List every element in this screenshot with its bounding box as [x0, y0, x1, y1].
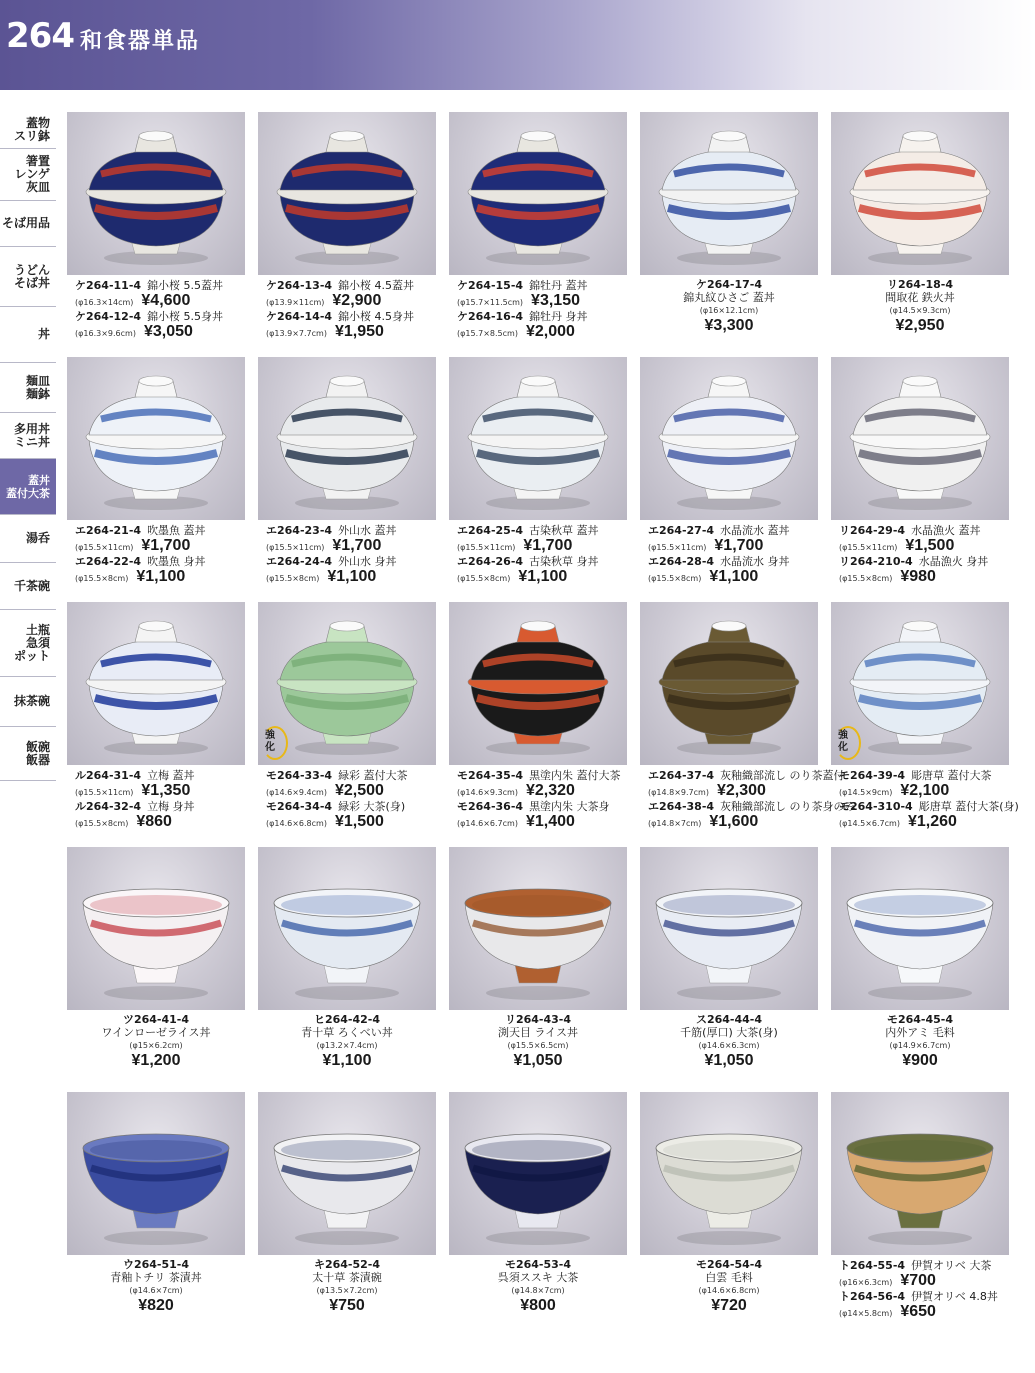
product-name: 伊賀オリベ 大茶: [911, 1259, 992, 1272]
product-price: ¥1,050: [704, 1052, 754, 1069]
product-info: [640, 1013, 818, 1070]
product-size: (φ15.5×11cm): [266, 543, 325, 552]
product-info: [457, 523, 629, 585]
product-name: 緑彩 大茶(身): [338, 800, 406, 813]
product-name: 彫唐草 蓋付大茶(身): [918, 800, 1019, 813]
product-info: [75, 278, 247, 340]
product-size: (φ14.5×9.3cm): [889, 306, 951, 315]
product-code: モ264-54-4: [695, 1258, 763, 1271]
product-photo: [449, 602, 627, 765]
product-code: モ264-36-4: [457, 800, 524, 813]
product-price: ¥2,320: [525, 782, 575, 799]
product-name: 彫唐草 蓋付大茶: [911, 769, 992, 782]
product-photo: [258, 1092, 436, 1255]
product-info: [75, 768, 247, 830]
product-code: エ264-21-4: [75, 524, 142, 537]
product-price: ¥980: [900, 568, 936, 585]
product-price: ¥1,100: [136, 568, 186, 585]
sidebar-item-0[interactable]: 蓋物 スリ鉢: [0, 111, 56, 149]
product-price: ¥1,100: [327, 568, 377, 585]
product-size: (φ14.6×6.7cm): [457, 819, 518, 828]
product-name: 吹墨魚 身丼: [147, 555, 206, 568]
product-photo: [640, 602, 818, 765]
product-name: 立梅 蓋丼: [147, 769, 195, 782]
product-code: リ264-18-4: [886, 278, 954, 291]
product-price: ¥2,000: [525, 323, 575, 340]
product-photo: [67, 357, 245, 520]
product-name: 錦小桜 4.5蓋丼: [338, 279, 415, 292]
product-price: ¥4,600: [141, 292, 191, 309]
sidebar-item-12[interactable]: 飯碗 飯器: [0, 727, 56, 781]
product-code: エ264-22-4: [75, 555, 142, 568]
product-card[interactable]: [258, 847, 436, 1079]
product-price: ¥2,300: [716, 782, 766, 799]
sidebar-item-10[interactable]: 土瓶 急須 ポット: [0, 610, 56, 677]
product-size: (φ14×5.8cm): [839, 1309, 893, 1318]
product-card[interactable]: [831, 847, 1009, 1079]
product-card[interactable]: [449, 1092, 627, 1324]
product-card[interactable]: [831, 357, 1009, 589]
product-name: 錦牡丹 身丼: [529, 310, 588, 323]
reinforced-badge: 強化: [262, 726, 284, 756]
product-info: [266, 278, 438, 340]
product-code: モ264-34-4: [266, 800, 333, 813]
product-size: (φ15.5×8cm): [839, 574, 893, 583]
product-price: ¥1,600: [709, 813, 759, 830]
product-info: [831, 1013, 1009, 1070]
product-price: ¥1,400: [525, 813, 575, 830]
product-card[interactable]: [640, 357, 818, 589]
product-photo: [258, 847, 436, 1010]
product-code: ケ264-11-4: [75, 279, 142, 292]
product-code: モ264-33-4: [266, 769, 333, 782]
product-photo: [640, 847, 818, 1010]
product-price: ¥900: [902, 1052, 938, 1069]
product-price: ¥1,700: [714, 537, 764, 554]
product-price: ¥1,260: [907, 813, 957, 830]
product-size: (φ14.8×9.7cm): [648, 788, 709, 797]
product-card[interactable]: [831, 1092, 1009, 1324]
product-price: ¥3,150: [531, 292, 580, 309]
product-name: 吹墨魚 蓋丼: [147, 524, 206, 537]
product-size: (φ14.5×9cm): [839, 788, 893, 797]
product-price: ¥1,100: [518, 568, 568, 585]
product-photo: [831, 112, 1009, 275]
product-size: (φ15.5×6.5cm): [507, 1041, 569, 1050]
product-size: (φ14.6×6.8cm): [698, 1286, 760, 1295]
product-card[interactable]: [258, 112, 436, 344]
product-card[interactable]: [831, 112, 1009, 344]
product-photo: [640, 357, 818, 520]
product-name: 白雲 毛料: [705, 1271, 753, 1284]
sidebar-item-9[interactable]: 千茶碗: [0, 563, 56, 610]
product-size: (φ13.5×7.2cm): [316, 1286, 378, 1295]
product-name: ワインローゼライス丼: [101, 1026, 211, 1039]
sidebar-item-3[interactable]: うどん そば丼: [0, 247, 56, 307]
product-info: [839, 1258, 1011, 1320]
product-size: (φ15.5×11cm): [75, 543, 134, 552]
product-card[interactable]: [831, 602, 1019, 834]
product-info: [640, 278, 818, 335]
product-name: 古染秋草 蓋丼: [529, 524, 599, 537]
product-photo: [449, 357, 627, 520]
product-code: リ264-43-4: [504, 1013, 572, 1026]
product-code: ル264-32-4: [75, 800, 142, 813]
product-code: ケ264-15-4: [457, 279, 524, 292]
product-name: 古染秋草 身丼: [529, 555, 599, 568]
product-photo: [258, 602, 436, 765]
product-name: 外山水 身丼: [338, 555, 397, 568]
product-code: ツ264-41-4: [122, 1013, 190, 1026]
product-card[interactable]: [67, 847, 245, 1079]
product-size: (φ15.5×11cm): [75, 788, 134, 797]
product-code: リ264-210-4: [839, 555, 913, 568]
product-name: 外山水 蓋丼: [338, 524, 397, 537]
product-code: モ264-35-4: [457, 769, 524, 782]
product-price: ¥1,500: [334, 813, 384, 830]
product-card[interactable]: [449, 112, 627, 344]
page-header: [0, 0, 1035, 90]
product-card[interactable]: [67, 602, 245, 834]
product-info: [449, 1013, 627, 1070]
product-photo: [449, 847, 627, 1010]
product-photo: [449, 112, 627, 275]
product-info: [75, 523, 247, 585]
product-info: [839, 523, 1011, 585]
product-size: (φ15.5×8cm): [648, 574, 702, 583]
product-price: ¥860: [136, 813, 172, 830]
product-info: [457, 278, 629, 340]
product-info: [258, 1258, 436, 1315]
product-code: ス264-44-4: [695, 1013, 763, 1026]
product-photo: [640, 112, 818, 275]
product-code: ウ264-51-4: [122, 1258, 190, 1271]
page-number: 264: [6, 16, 74, 56]
product-size: (φ15.7×11.5cm): [457, 298, 524, 307]
product-price: ¥2,900: [332, 292, 382, 309]
product-photo: [831, 357, 1009, 520]
product-size: (φ15×6.2cm): [129, 1041, 183, 1050]
product-name: 内外アミ 毛料: [885, 1026, 955, 1039]
product-info: [648, 523, 820, 585]
reinforced-badge: 強化: [835, 726, 857, 756]
product-photo: [258, 357, 436, 520]
product-photo: [831, 1092, 1009, 1255]
product-code: ケ264-17-4: [695, 278, 763, 291]
product-card[interactable]: [640, 112, 818, 344]
product-price: ¥1,100: [322, 1052, 372, 1069]
product-code: ケ264-14-4: [266, 310, 333, 323]
product-size: (φ14.8×7cm): [511, 1286, 565, 1295]
product-code: エ264-24-4: [266, 555, 333, 568]
product-card[interactable]: [67, 112, 245, 344]
product-photo: [831, 847, 1009, 1010]
product-size: (φ14.8×7cm): [648, 819, 702, 828]
product-size: (φ13.9×7.7cm): [266, 329, 327, 338]
product-photo: [67, 112, 245, 275]
product-price: ¥3,050: [143, 323, 193, 340]
product-price: ¥1,200: [131, 1052, 181, 1069]
product-price: ¥1,700: [523, 537, 573, 554]
product-info: [266, 768, 438, 830]
product-photo: [449, 1092, 627, 1255]
product-size: (φ16.3×9.6cm): [75, 329, 136, 338]
product-name: 伊賀オリベ 4.8丼: [911, 1290, 998, 1303]
product-name: 水晶漁火 身丼: [918, 555, 989, 568]
product-price: ¥1,700: [141, 537, 191, 554]
product-code: ケ264-16-4: [457, 310, 524, 323]
product-code: エ264-38-4: [648, 800, 715, 813]
product-price: ¥750: [329, 1297, 365, 1314]
product-name: 太十草 茶漬碗: [312, 1271, 382, 1284]
product-card[interactable]: [449, 357, 627, 589]
product-price: ¥2,100: [900, 782, 950, 799]
product-price: ¥1,950: [334, 323, 384, 340]
product-size: (φ13.9×11cm): [266, 298, 325, 307]
product-name: 立梅 身丼: [147, 800, 195, 813]
product-size: (φ15.5×8cm): [75, 574, 129, 583]
product-info: [266, 523, 438, 585]
page-title: 和食器単品: [80, 28, 201, 54]
product-size: (φ14.6×6.3cm): [698, 1041, 760, 1050]
product-code: エ264-28-4: [648, 555, 715, 568]
product-card[interactable]: [640, 1092, 818, 1324]
product-info: [67, 1013, 245, 1070]
product-price: ¥720: [711, 1297, 747, 1314]
product-code: ト264-56-4: [839, 1290, 906, 1303]
product-price: ¥2,500: [334, 782, 384, 799]
product-card[interactable]: [67, 357, 245, 589]
sidebar-item-8[interactable]: 湯呑: [0, 515, 56, 563]
category-sidebar: [0, 105, 58, 795]
product-name: 間取花 鉄火丼: [885, 291, 955, 304]
product-card[interactable]: [258, 357, 436, 589]
product-info: [258, 1013, 436, 1070]
product-name: 渕天目 ライス丼: [497, 1026, 579, 1039]
sidebar-item-11[interactable]: 抹茶碗: [0, 677, 56, 727]
product-name: 灰釉織部流し のり茶蓋付: [720, 769, 845, 782]
product-photo: [67, 1092, 245, 1255]
product-name: 青十草 ろくべい丼: [301, 1026, 393, 1039]
product-code: モ264-45-4: [886, 1013, 954, 1026]
product-price: ¥800: [520, 1297, 556, 1314]
product-info: [640, 1258, 818, 1315]
sidebar-item-4[interactable]: 丼: [0, 307, 56, 363]
product-name: 緑彩 蓋付大茶: [338, 769, 408, 782]
product-price: ¥1,050: [513, 1052, 563, 1069]
product-code: エ264-25-4: [457, 524, 524, 537]
product-info: [839, 768, 1019, 830]
product-name: 水晶漁火 蓋丼: [911, 524, 981, 537]
product-size: (φ15.5×8cm): [75, 819, 129, 828]
product-size: (φ15.5×11cm): [839, 543, 898, 552]
product-name: 錦小桜 5.5身丼: [147, 310, 224, 323]
product-name: 黒塗内朱 大茶身: [529, 800, 610, 813]
product-size: (φ16.3×14cm): [75, 298, 134, 307]
product-price: ¥650: [900, 1303, 936, 1320]
product-price: ¥1,350: [141, 782, 191, 799]
product-code: モ264-53-4: [504, 1258, 572, 1271]
product-code: エ264-27-4: [648, 524, 715, 537]
product-size: (φ14.6×9.3cm): [457, 788, 518, 797]
product-card[interactable]: [449, 847, 627, 1079]
product-code: ル264-31-4: [75, 769, 142, 782]
product-name: 水晶流水 身丼: [720, 555, 790, 568]
product-size: (φ14.6×6.8cm): [266, 819, 327, 828]
product-name: 灰釉織部流し のり茶身のみ: [720, 800, 856, 813]
sidebar-item-7[interactable]: 蓋丼 蓋付大茶: [0, 459, 56, 515]
product-code: ケ264-12-4: [75, 310, 142, 323]
product-code: リ264-29-4: [839, 524, 906, 537]
product-price: ¥1,100: [709, 568, 759, 585]
product-code: エ264-37-4: [648, 769, 715, 782]
product-name: 呉須ススキ 大茶: [497, 1271, 579, 1284]
product-info: [648, 768, 856, 830]
product-name: 錦小桜 5.5蓋丼: [147, 279, 224, 292]
page-footer: [0, 1340, 1035, 1373]
sidebar-item-2[interactable]: そば用品: [0, 201, 56, 247]
product-card[interactable]: [640, 847, 818, 1079]
product-photo: [640, 1092, 818, 1255]
product-code: モ264-39-4: [839, 769, 906, 782]
product-size: (φ15.7×8.5cm): [457, 329, 518, 338]
sidebar-item-5[interactable]: 麺皿 麺鉢: [0, 363, 56, 413]
product-price: ¥1,700: [332, 537, 382, 554]
product-price: ¥3,300: [704, 317, 754, 334]
product-name: 水晶流水 蓋丼: [720, 524, 790, 537]
product-photo: [831, 602, 1009, 765]
product-code: ヒ264-42-4: [313, 1013, 381, 1026]
product-code: モ264-310-4: [839, 800, 913, 813]
product-card[interactable]: [449, 602, 627, 834]
product-price: ¥700: [900, 1272, 936, 1289]
product-card[interactable]: [67, 1092, 245, 1324]
product-photo: [258, 112, 436, 275]
product-size: (φ15.5×11cm): [457, 543, 516, 552]
product-code: キ264-52-4: [313, 1258, 381, 1271]
product-price: ¥1,500: [905, 537, 955, 554]
product-size: (φ14.6×9.4cm): [266, 788, 327, 797]
product-card[interactable]: [258, 1092, 436, 1324]
product-card[interactable]: [258, 602, 436, 834]
product-code: ケ264-13-4: [266, 279, 333, 292]
product-size: (φ16×6.3cm): [839, 1278, 893, 1287]
product-price: ¥820: [138, 1297, 174, 1314]
product-photo: [67, 847, 245, 1010]
product-size: (φ15.5×8cm): [457, 574, 511, 583]
product-info: [831, 278, 1009, 335]
sidebar-item-6[interactable]: 多用丼 ミニ丼: [0, 413, 56, 459]
product-size: (φ15.5×11cm): [648, 543, 707, 552]
product-size: (φ13.2×7.4cm): [316, 1041, 378, 1050]
product-size: (φ14.9×6.7cm): [889, 1041, 951, 1050]
product-size: (φ14.6×7cm): [129, 1286, 183, 1295]
product-name: 錦丸紋ひさご 蓋丼: [683, 291, 775, 304]
product-name: 錦牡丹 蓋丼: [529, 279, 588, 292]
product-photo: [67, 602, 245, 765]
product-price: ¥2,950: [895, 317, 945, 334]
product-size: (φ14.5×6.7cm): [839, 819, 900, 828]
product-info: [67, 1258, 245, 1315]
product-code: ト264-55-4: [839, 1259, 906, 1272]
product-info: [457, 768, 629, 830]
product-name: 錦小桜 4.5身丼: [338, 310, 415, 323]
product-name: 黒塗内朱 蓋付大茶: [529, 769, 621, 782]
product-size: (φ15.5×8cm): [266, 574, 320, 583]
product-code: エ264-23-4: [266, 524, 333, 537]
sidebar-item-1[interactable]: 箸置 レンゲ 灰皿: [0, 149, 56, 201]
product-info: [449, 1258, 627, 1315]
product-size: (φ16×12.1cm): [699, 306, 759, 315]
product-name: 千筋(厚口) 大茶(身): [680, 1026, 778, 1039]
product-code: エ264-26-4: [457, 555, 524, 568]
product-name: 青釉トチリ 茶漬丼: [110, 1271, 202, 1284]
